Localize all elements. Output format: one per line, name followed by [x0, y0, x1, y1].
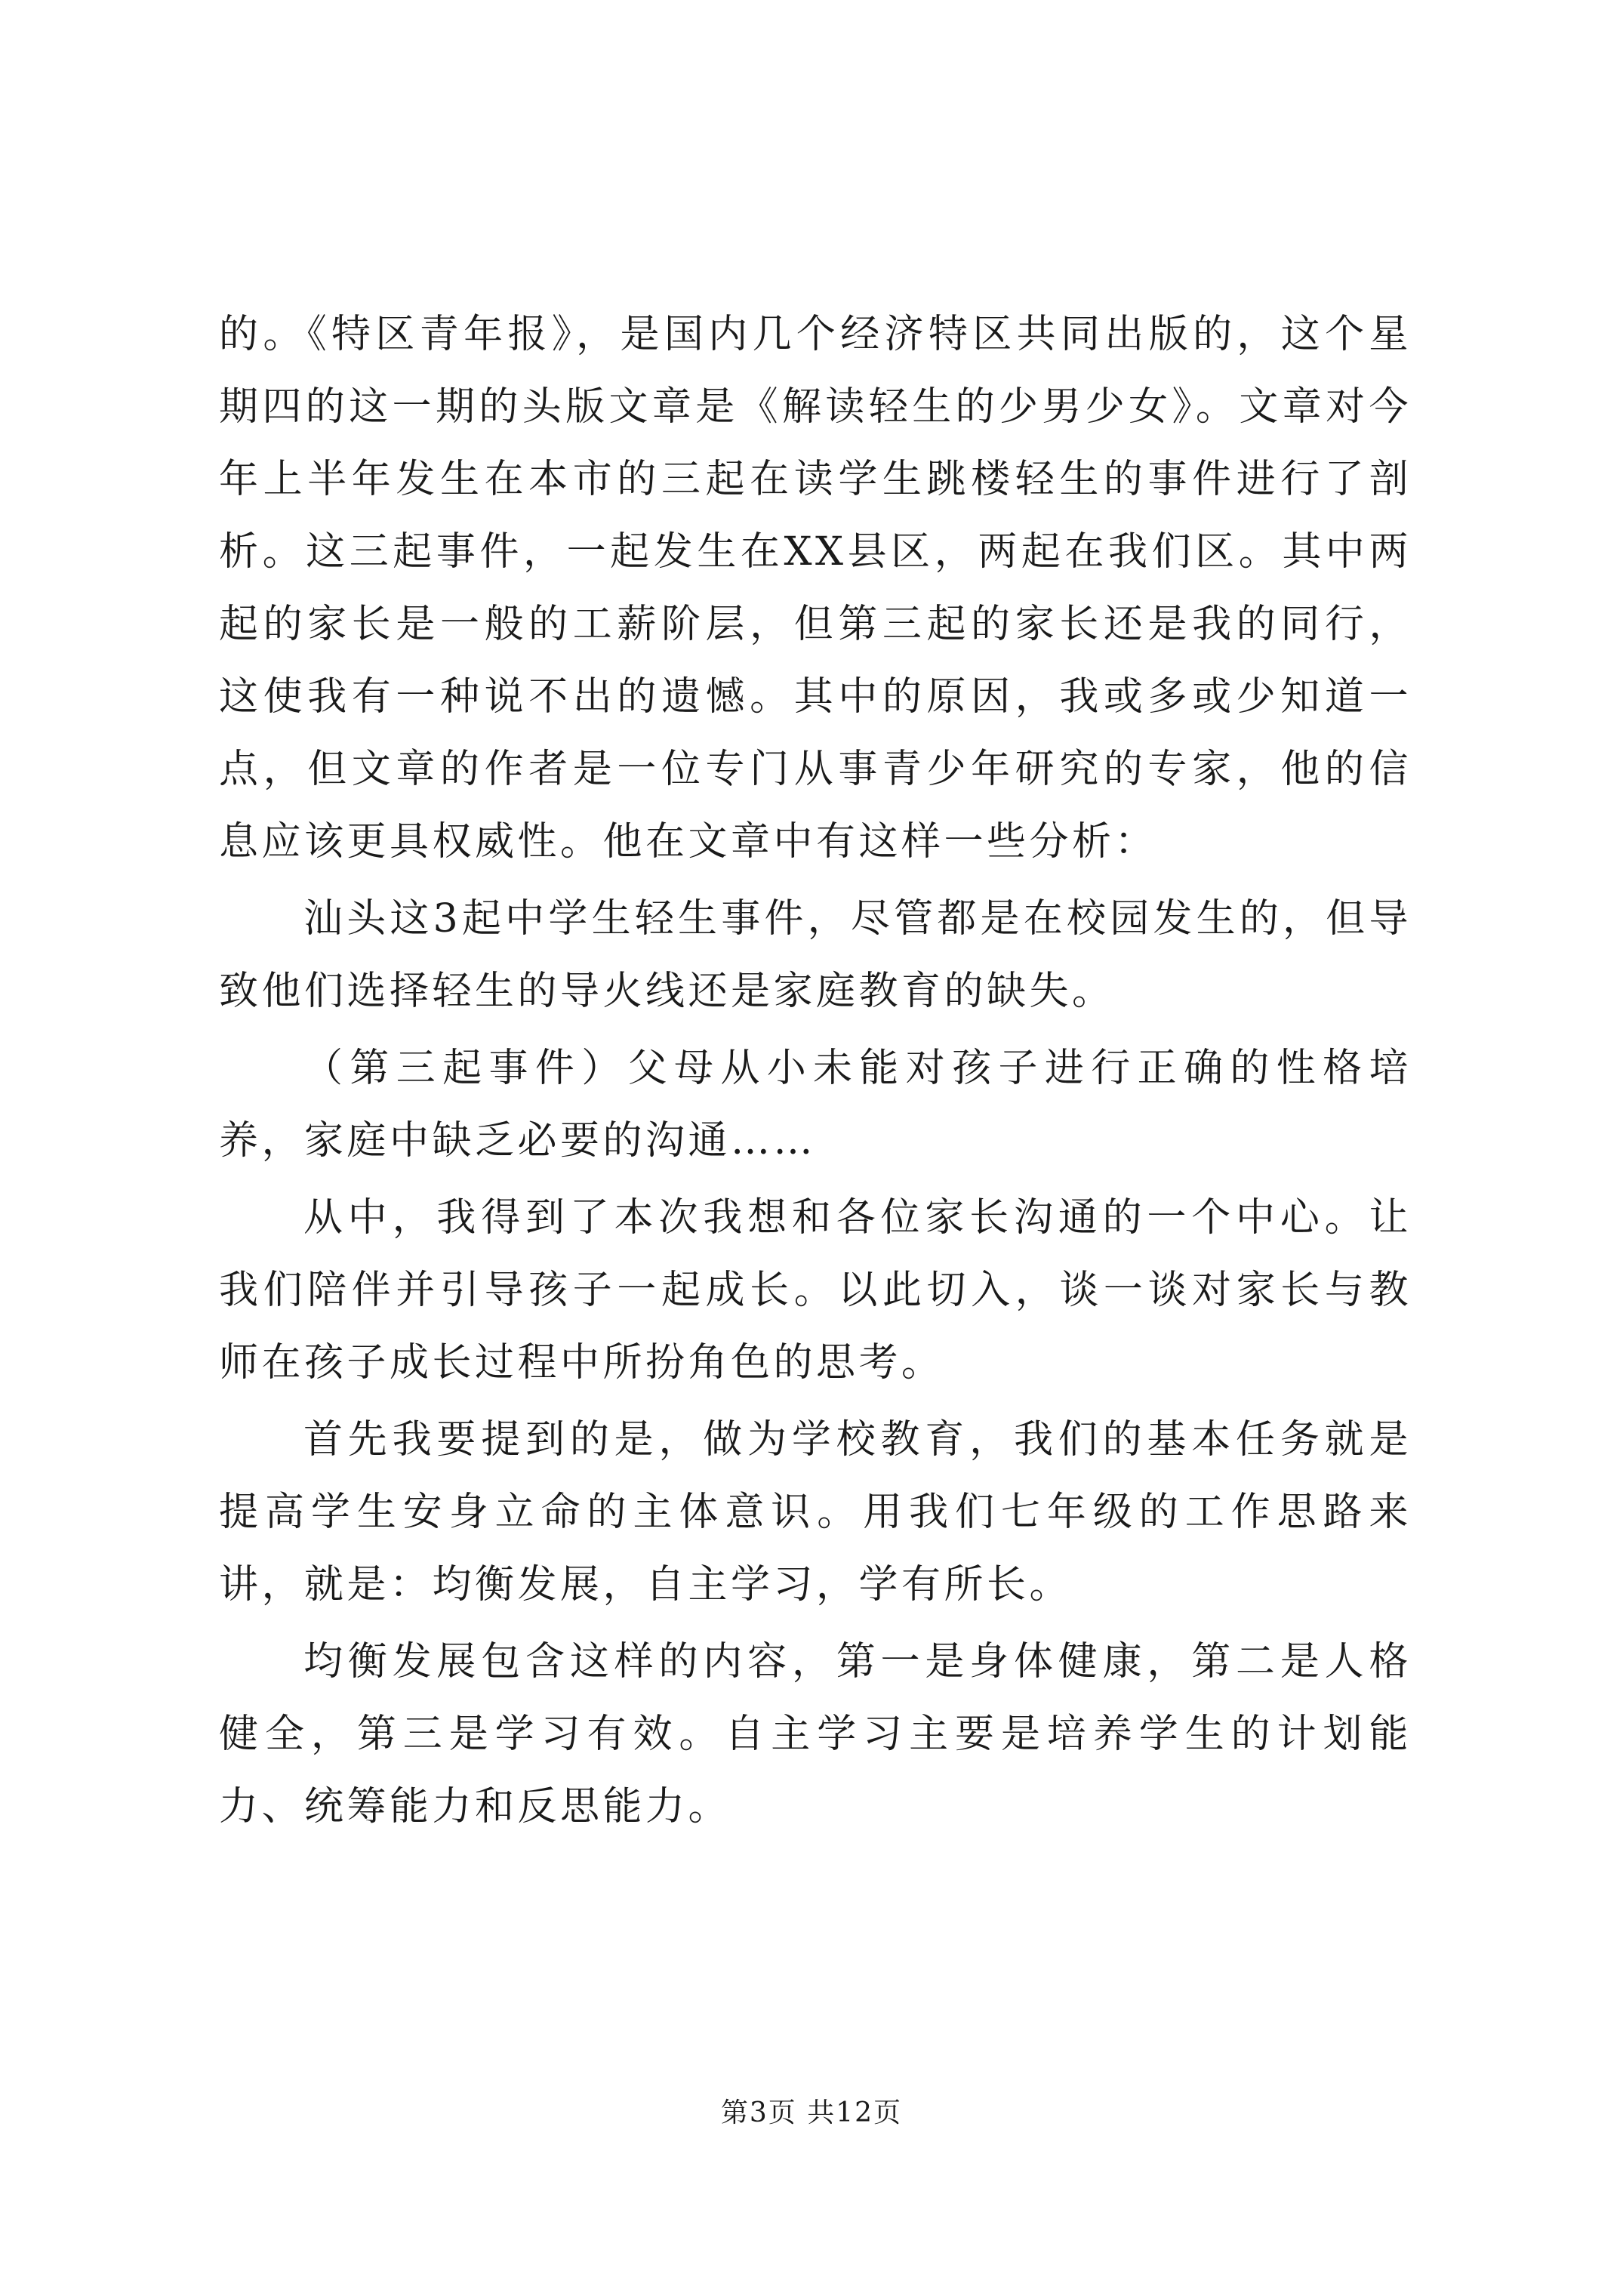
paragraph-school-education: 首先我要提到的是，做为学校教育，我们的基本任务就是提高学生安身立命的主体意识。用我们七年级的工作思路来讲，就是：均衡发展，自主学习，学有所长。: [219, 1417, 1412, 1607]
paragraph-quote-third-case: （第三起事件）父母从小未能对孩子进行正确的性格培养，家庭中缺乏必要的沟通……: [219, 1046, 1412, 1163]
paragraph-quote-analysis: 汕头这3起中学生轻生事件，尽管都是在校园发生的，但导致他们选择轻生的导火线还是家庭教育的缺失。: [219, 896, 1412, 1014]
paragraph-balanced-development: 均衡发展包含这样的内容，第一是身体健康，第二是人格健全，第三是学习有效。自主学习主要是培养学生的计划能力、统筹能力和反思能力。: [219, 1639, 1412, 1829]
document-body: [219, 298, 1412, 1848]
page-footer: 第3页 共12页: [720, 2097, 903, 2128]
paragraph-central-theme: 从中，我得到了本次我想和各位家长沟通的一个中心。让我们陪伴并引导孩子一起成长。以此切入，谈一谈对家长与教师在孩子成长过程中所扮角色的思考。: [219, 1195, 1412, 1385]
paragraph-continued: 的。《特区青年报》，是国内几个经济特区共同出版的，这个星期四的这一期的头版文章是《解读轻生的少男少女》。文章对今年上半年发生在本市的三起在读学生跳楼轻生的事件进行了剖析。这三起事件，一起发生在XX县区，两起在我们区。其中两起的家长是一般的工薪阶层，但第三起的家长还是我的同行，这使我有一种说不出的遗憾。其中的原因，我或多或少知道一点，但文章的作者是一位专门从事青少年研究的专家，他的信息应该更具权威性。他在文章中有这样一些分析：: [219, 312, 1412, 864]
